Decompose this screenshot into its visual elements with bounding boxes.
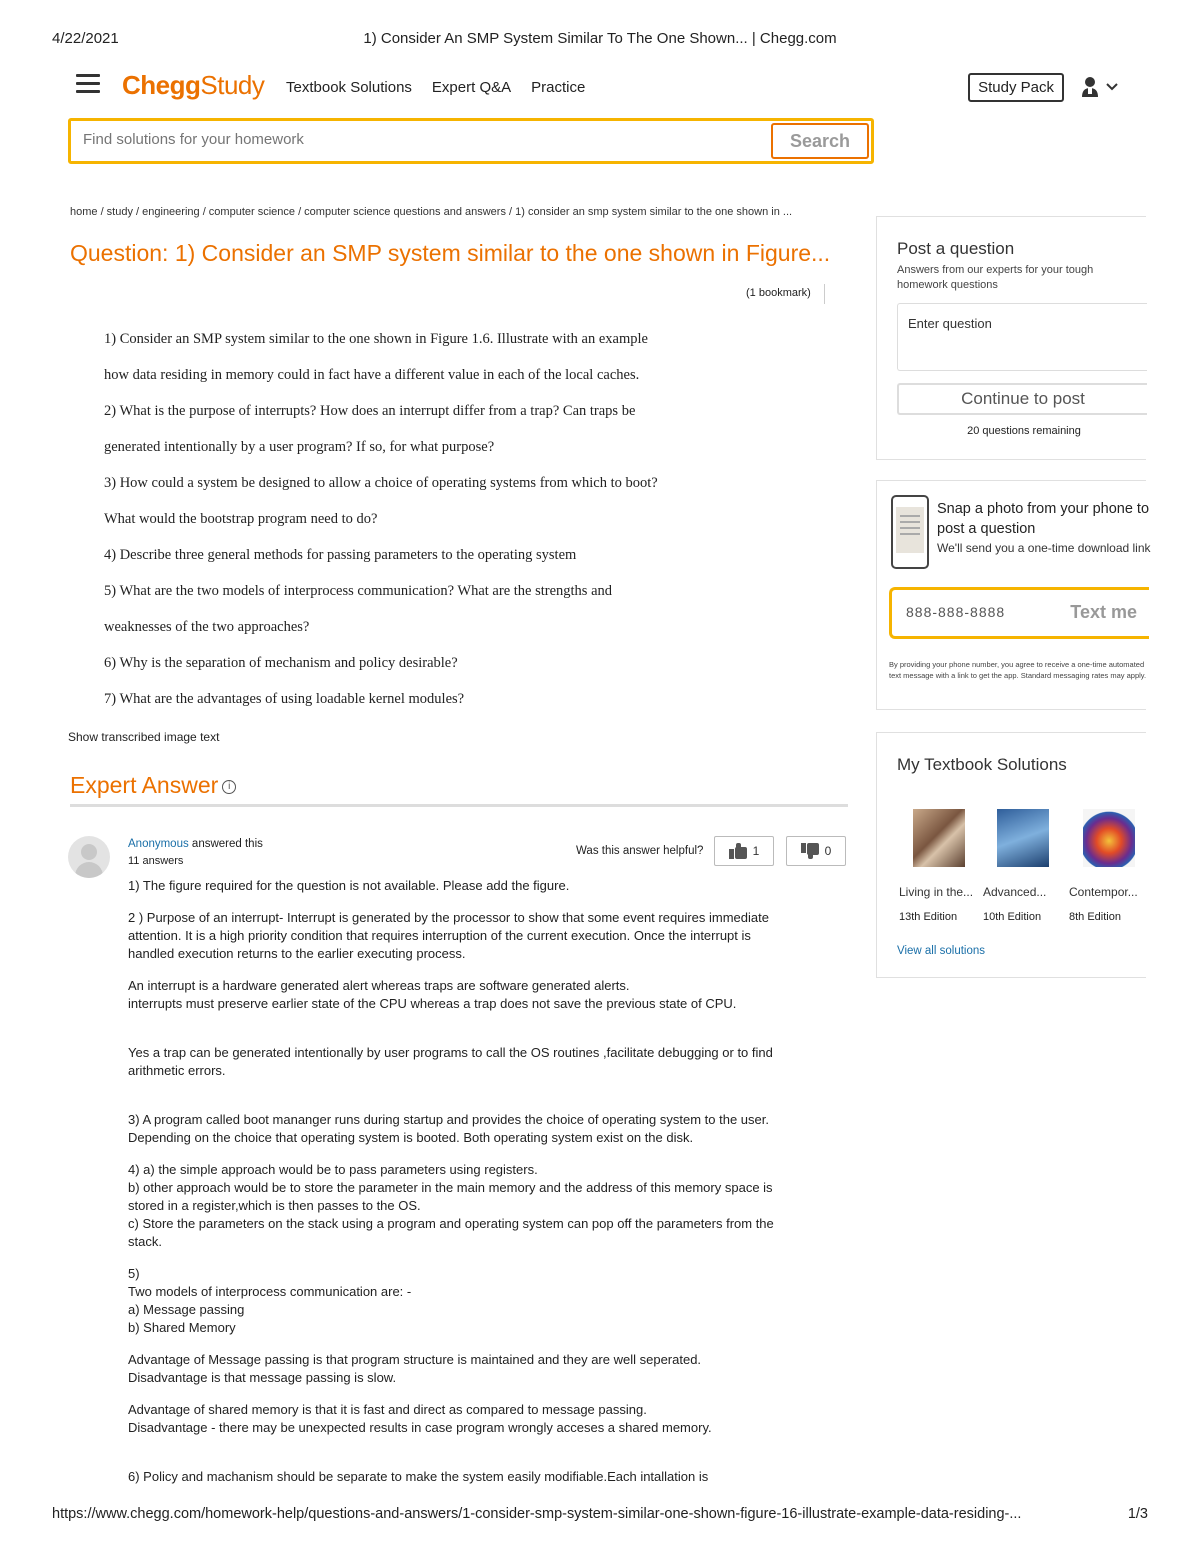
book-title: Advanced... [983,885,1047,899]
textbook-solutions-heading: My Textbook Solutions [897,755,1067,774]
textbook-item[interactable] [899,809,985,923]
question-line: how data residing in memory could in fact have a different value in each of the local caches. [104,367,640,383]
question-line: 6) Why is the separation of mechanism and policy desirable? [104,655,458,671]
book-edition: 8th Edition [1069,911,1121,923]
textbook-solutions-card [876,732,1146,978]
answered-text: answered this [188,838,263,850]
print-date: 4/22/2021 [52,30,119,47]
down-vote-count: 0 [824,844,832,858]
search-button[interactable]: Search [771,123,869,159]
logo-chegg: Chegg [122,70,201,100]
post-question-card [876,216,1146,460]
answer-paragraph: 4) a) the simple approach would be to pass parameters using registers. b) other approach would be to store the parameter in the main memory and the address of this memory space is stored in a register,which is then passes to the OS. c) Store the parameters on the stack using a program and operating system can pop off the parameters from the stack. [128,1162,774,1249]
nav-link-expert-qa[interactable]: Expert Q&A [431,79,512,96]
snap-heading: Snap a photo from your phone to post a question [937,501,1150,537]
question-title-text: 1) Consider an SMP system similar to the one shown in Figure... [174,240,831,266]
user-menu[interactable] [1080,76,1118,98]
text-me-button[interactable]: Text me [1070,602,1137,622]
question-prefix: Question: [70,240,169,266]
top-navbar [70,68,1130,108]
question-line: 1) Consider an SMP system similar to the one shown in Figure 1.6. Illustrate with an example [104,331,648,347]
question-line: 7) What are the advantages of using loadable kernel modules? [104,691,465,707]
user-avatar-icon [1080,76,1100,98]
logo-study: Study [200,70,265,100]
answers-count: 11 answers [128,855,184,867]
question-line: 2) What is the purpose of interrupts? How does an interrupt differ from a trap? Can traps be [104,403,636,419]
textbook-item[interactable] [1069,809,1155,923]
print-page-number: 1/3 [1127,1506,1148,1522]
up-vote-count: 1 [752,844,760,858]
nav-link-textbook-solutions[interactable]: Textbook Solutions [286,79,412,96]
question-input-placeholder: Enter question [908,316,992,331]
search-bar [68,118,874,164]
questions-remaining: 20 questions remaining [967,425,1081,437]
sms-disclaimer: By providing your phone number, you agree to receive a one-time automated text message with a link to get the app. Standard messaging rates may apply. [889,660,1147,680]
answerer-info [128,836,263,870]
answer-paragraph: Advantage of shared memory is that it is fast and direct as compared to message passing. Disadvantage - there may be unexpected results in case program wrongly acceses a shared memory. [128,1402,712,1435]
book-cover [997,809,1049,867]
question-line: 5) What are the two models of interprocess communication? What are the strengths and [104,583,613,599]
helpful-question: Was this answer helpful? [576,845,704,857]
heading-divider [70,804,848,807]
avatar [68,836,110,878]
post-question-heading: Post a question [897,239,1015,258]
phone-number-placeholder: 888-888-8888 [906,604,1006,620]
print-url: https://www.chegg.com/homework-help/questions-and-answers/1-consider-smp-system-similar-one-shown-figure-16-illustrate-example-data-residing-... [52,1506,1022,1522]
menu-icon[interactable] [76,74,100,94]
continue-to-post-button[interactable]: Continue to post [897,383,1147,415]
book-edition: 13th Edition [899,911,958,923]
thumbs-up-button[interactable] [714,836,774,866]
info-icon[interactable]: i [222,780,236,794]
thumbs-down-icon [801,843,819,859]
expert-answer-label: Expert Answer [70,772,219,798]
book-edition: 10th Edition [983,911,1042,923]
search-input[interactable] [83,131,763,148]
study-pack-button[interactable]: Study Pack [968,73,1064,102]
textbook-item[interactable] [983,809,1069,923]
book-cover [913,809,965,867]
expert-answer-heading [70,772,236,799]
answerer-name[interactable]: Anonymous [128,838,189,850]
question-input[interactable] [897,303,1147,371]
book-title: Contempor... [1069,885,1138,899]
post-question-subtext: Answers from our experts for your tough homework questions [897,264,1094,291]
answer-paragraph: 6) Policy and machanism should be separate to make the system easily modifiable.Each intallation is [128,1469,709,1484]
thumbs-up-icon [729,843,747,859]
question-line: weaknesses of the two approaches? [104,619,310,635]
answer-paragraph: 5) Two models of interprocess communication are: - a) Message passing b) Shared Memory [128,1266,412,1335]
bookmark-divider [824,284,825,304]
answer-body [128,877,788,1486]
phone-number-field[interactable] [889,587,1149,639]
chevron-down-icon [1106,83,1118,91]
question-image [104,328,744,724]
answer-paragraph: 2 ) Purpose of an interrupt- Interrupt is generated by the processor to show that some event requires immediate attention. It is a high priority condition that requires interruption of the current execution. Once the interrupt is handled execution returns to the earlier executing process. [128,910,769,961]
phone-icon [891,495,929,569]
breadcrumb[interactable]: home / study / engineering / computer science / computer science questions and answers / 1) consider an smp system similar to the one shown in ... [70,206,793,218]
question-line: What would the bootstrap program need to do? [104,511,378,527]
print-header [0,30,1200,50]
bookmark-count[interactable]: (1 bookmark) [746,287,811,299]
snap-subtext: We'll send you a one-time download link [937,541,1151,555]
snap-photo-card [876,480,1151,710]
chegg-study-logo[interactable] [122,70,264,101]
question-line: 4) Describe three general methods for passing parameters to the operating system [104,547,577,563]
show-transcribed-link[interactable]: Show transcribed image text [68,730,220,744]
print-title: 1) Consider An SMP System Similar To The One Shown... | Chegg.com [363,30,837,47]
nav-links [286,79,585,96]
answer-paragraph: 1) The figure required for the question is not available. Please add the figure. [128,878,570,893]
book-title: Living in the... [899,885,974,899]
answer-paragraph: Yes a trap can be generated intentionally by user programs to call the OS routines ,facilitate debugging or to find arithmetic errors. [128,1045,773,1078]
question-title [70,240,850,267]
thumbs-down-button[interactable] [786,836,846,866]
question-line: generated intentionally by a user program? If so, for what purpose? [104,439,495,455]
question-line: 3) How could a system be designed to allow a choice of operating systems from which to boot? [104,475,658,491]
answer-paragraph: 3) A program called boot mananger runs during startup and provides the choice of operating system to the user. Depending on the choice that operating system is booted. Both operating system exist on the disk. [128,1112,769,1145]
view-all-solutions-link[interactable]: View all solutions [897,945,986,957]
answer-paragraph: Advantage of Message passing is that program structure is maintained and they are well seperated. Disadvantage is that message passing is slow. [128,1352,702,1385]
book-cover [1083,809,1135,867]
nav-link-practice[interactable]: Practice [531,79,586,96]
answer-paragraph: An interrupt is a hardware generated alert whereas traps are software generated alerts. interrupts must preserve earlier state of the CPU whereas a trap does not save the previous state of CPU. [128,978,737,1011]
